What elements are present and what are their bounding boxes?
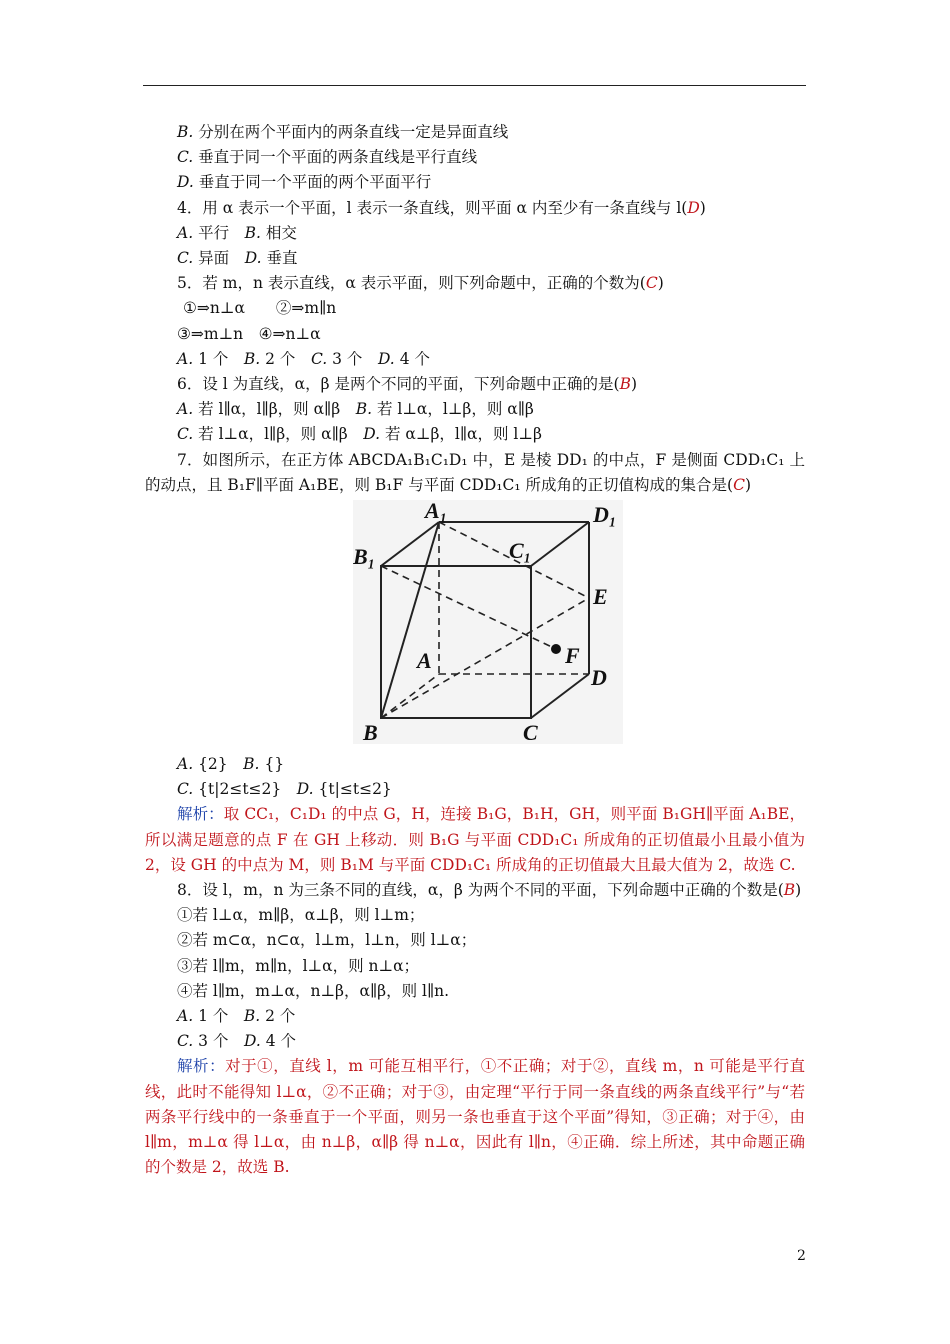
cube-figure [145,500,805,748]
option-letter: C. [177,780,194,799]
figure-background [353,500,623,744]
q7-options-row-1 [145,752,805,777]
solution-text: 对于①，直线 l，m 可能互相平行，①不正确；对于②，直线 m，n 可能是平行直线，此时不能得知 l⊥α，②不正确；对于③，由定理“平行于同一条直线的两条直线平行”与“若两条平行线中的一条垂直于一个平面，则另一条也垂直于这个平面”得知，③正确；对于④，由 l∥m，m⊥α 得 l⊥α，由 n⊥β，α∥β 得 n⊥α，因此有 l∥n，④正确．综上所述，其中命题正确的个数是 2，故选 B. [145,1057,805,1177]
label-f: F [565,643,580,669]
option-text: 垂直于同一个平面的两个平面平行 [198,173,432,192]
cube-diagram [353,500,623,744]
q8-options-row-1 [145,1004,805,1029]
question-content [145,120,805,1181]
answer-letter: C [645,274,658,293]
option-text: 1 个 [198,1007,229,1026]
close-paren: ) [630,375,638,394]
option-letter: D. [363,425,381,444]
option-text: 平行 [198,223,230,242]
label-c1: C₁ [509,538,532,564]
label-d: D [591,665,607,691]
option-letter: B. [243,349,261,368]
answer-letter: C [733,475,745,494]
q5-line-2: ③⇒m⊥n ④⇒n⊥α [177,324,321,343]
option-text: {2} [198,755,228,774]
option-text: 4 个 [399,349,430,368]
option-text: 4 个 [265,1032,297,1051]
close-paren: ) [744,475,752,494]
label-b: B [363,720,378,745]
q3-option-c [145,145,805,170]
q7-solution [145,802,805,878]
q6-stem [145,372,805,397]
option-text: 相交 [265,223,297,242]
label-d1: D₁ [593,502,617,528]
close-paren: ) [795,881,802,900]
option-letter: C. [177,1032,194,1051]
q4-options-row-2 [145,246,805,271]
option-text: 若 l∥α，l∥β，则 α∥β [198,400,341,419]
q8-solution [145,1054,805,1180]
answer-letter: B [783,881,796,900]
q8-stem [145,878,805,903]
option-text: 若 α⊥β，l∥α，则 l⊥β [384,425,542,444]
option-letter: A. [177,349,194,368]
option-letter: B. [355,400,373,419]
option-text: 3 个 [198,1032,229,1051]
option-letter: A. [177,223,194,242]
option-text: 若 l⊥α，l⊥β，则 α∥β [376,400,534,419]
label-a1: A₁ [425,500,448,524]
q6-options-row-2 [145,422,805,447]
option-letter: B. [243,1007,261,1026]
close-paren: ) [657,274,664,293]
header-rule [143,85,806,86]
option-text: 3 个 [332,349,363,368]
option-letter: D. [177,173,194,192]
point-f [551,644,561,654]
option-letter: A. [177,400,194,419]
option-text: {t|≤t≤2} [318,780,392,799]
q5-stem [145,271,805,296]
answer-letter: D [687,198,700,217]
option-text: {} [264,755,285,774]
option-text: 分别在两个平面内的两条直线一定是异面直线 [198,123,509,141]
q3-option-b [145,120,805,145]
option-letter: D. [244,249,262,268]
question-text: 5．若 m，n 表示直线，α 表示平面，则下列命题中，正确的个数为( [177,274,646,293]
label-c: C [523,720,538,745]
option-letter: C. [310,349,328,368]
option-letter: C. [177,249,194,268]
option-text: 2 个 [265,1007,296,1026]
option-text: 1 个 [198,349,229,368]
option-text: {t|2≤t≤2} [198,780,282,799]
q6-options-row-1 [145,397,805,422]
question-text: 7．如图所示，在正方体 ABCDA₁B₁C₁D₁ 中，E 是棱 DD₁ 的中点，F 是侧面 CDD₁C₁ 上的动点，且 B₁F∥平面 A₁BE，则 B₁F 与平面 CDD₁C₁ 所成角的正切值构成的集合是( [145,450,805,494]
page-number: 2 [797,1248,806,1264]
option-text: 垂直于同一个平面的两条直线是平行直线 [198,148,478,167]
option-letter: A. [177,755,194,774]
solution-text: 取 CC₁，C₁D₁ 的中点 G，H，连接 B₁G，B₁H，GH，则平面 B₁GH∥平面 A₁BE，所以满足题意的点 F 在 GH 上移动．则 B₁G 与平面 CDD₁C₁ 所成角的正切值最小且最小值为 2，设 GH 的中点为 M，则 B₁M 与平面 CDD₁C₁ 所成角的正切值最大且最大值为 2，故选 C. [145,805,805,874]
solution-label: 解析： [177,805,224,824]
q4-options-row-1 [145,221,805,246]
question-text: 6．设 l 为直线，α，β 是两个不同的平面，下列命题中正确的是( [177,375,620,394]
q7-stem [145,448,805,498]
label-e: E [593,584,608,610]
option-letter: D. [296,780,314,799]
option-letter: D. [243,1032,261,1051]
question-text: 8．设 l，m，n 为三条不同的直线，α，β 为两个不同的平面，下列命题中正确的个数是( [177,881,784,900]
option-letter: A. [177,1007,194,1026]
option-text: 2 个 [265,349,296,368]
solution-label: 解析： [177,1057,226,1076]
option-text: 若 l⊥α，l∥β，则 α∥β [198,425,348,444]
q4-stem [145,196,805,221]
option-text: 垂直 [266,249,298,268]
option-letter: C. [177,425,194,444]
close-paren: ) [699,198,706,217]
q8-item-1: ①若 l⊥α，m∥β，α⊥β，则 l⊥m； [177,906,425,925]
label-b1: B₁ [353,544,376,570]
q5-options [145,347,805,372]
q7-options-row-2 [145,777,805,802]
option-letter: C. [177,148,194,167]
q8-options-row-2 [145,1029,805,1054]
option-letter: D. [377,349,395,368]
label-a: A [417,648,432,674]
option-text: 异面 [198,249,230,268]
q5-line-1: ①⇒n⊥α ②⇒m∥n [183,299,337,318]
answer-letter: B [619,375,631,394]
q8-item-2: ②若 m⊂α，n⊂α，l⊥m，l⊥n，则 l⊥α； [177,931,477,950]
question-text: 4．用 α 表示一个平面，l 表示一条直线，则平面 α 内至少有一条直线与 l( [177,198,688,217]
q3-option-d [145,170,805,195]
option-letter: B. [244,223,261,242]
option-letter: B. [243,755,260,774]
q8-item-4: ④若 l∥m，m⊥α，n⊥β，α∥β，则 l∥n. [177,981,450,1000]
option-letter: B. [177,123,194,141]
q8-item-3: ③若 l∥m，m∥n，l⊥α，则 n⊥α； [177,956,420,975]
